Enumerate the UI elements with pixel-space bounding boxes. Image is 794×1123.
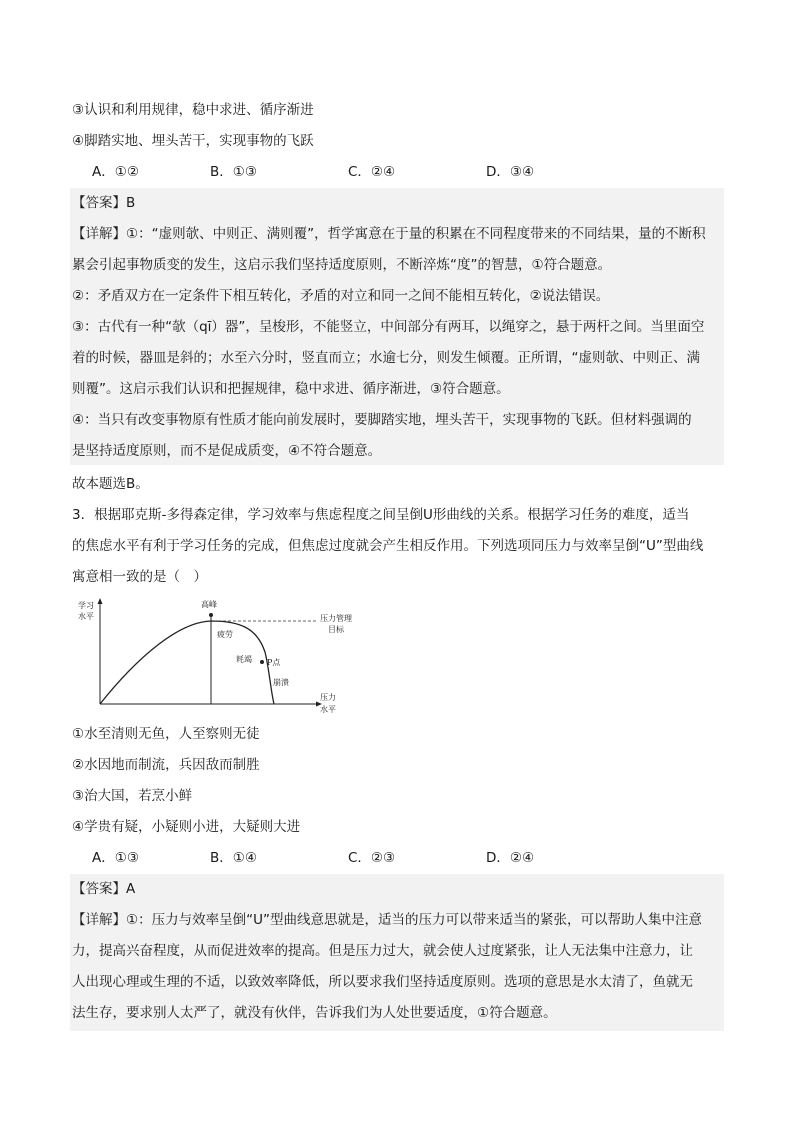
q2-detail-line: 是坚持适度原则，而不是促成质变，④不符合题意。: [72, 443, 382, 459]
q2-detail-line: 着的时候，器皿是斜的；水至六分时，竖直而立；水逾七分，则发生倾覆。正所谓，“虚则欹、中则正、满: [72, 350, 700, 366]
q3-option-c: C．②③: [348, 850, 396, 866]
q2-detail-line: ③：古代有一种“欹（qī）器”，呈梭形，不能竖立，中间部分有两耳，以绳穿之，悬于两杆之间。当里面空: [72, 319, 705, 335]
y-axis-arrow: [98, 598, 103, 604]
q3-stem-line: 的焦虑水平有利于学习任务的完成，但焦虑过度就会产生相反作用。下列选项同压力与效率呈倒“U”型曲线: [72, 538, 704, 554]
target-label-1: 压力管理: [320, 614, 352, 623]
q3-item-4: ④学贵有疑，小疑则小进，大疑则大进: [72, 819, 301, 835]
q2-option-b: B．①③: [210, 164, 257, 180]
q3-item-1: ①水至清则无鱼，人至察则无徒: [72, 726, 260, 742]
q3-options: [92, 848, 692, 868]
q2-option-d: D．③④: [486, 164, 535, 180]
q2-conclusion: 故本题选B。: [72, 476, 149, 492]
fatigue-label: 疲劳: [217, 630, 233, 639]
peak-label: 高峰: [201, 600, 217, 609]
q3-detail-line: 力，提高兴奋程度，从而促进效率的提高。但是压力过大，就会使人过度紧张，让人无法集中注意力，让: [72, 943, 693, 959]
q2-item-3: ③认识和利用规律，稳中求进、循序渐进: [72, 102, 314, 118]
q3-answer: 【答案】A: [72, 881, 136, 897]
x-label-1: 压力: [320, 693, 336, 702]
q3-option-d: D．②④: [486, 850, 535, 866]
peak-dot: [209, 613, 213, 617]
q3-option-b: B．①④: [210, 850, 257, 866]
q2-options: [92, 162, 692, 182]
q3-stem-line: 3．根据耶克斯-多得森定律，学习效率与焦虑程度之间呈倒U形曲线的关系。根据学习任务的难度，适当: [72, 507, 690, 523]
q2-detail-line: 则覆”。这启示我们认识和把握规律，稳中求进、循序渐进，③符合题意。: [72, 381, 510, 397]
q3-detail-line: 人出现心理或生理的不适，以致效率降低，所以要求我们坚持适度原则。选项的意思是水太清了，鱼就无: [72, 974, 693, 990]
q2-option-a: A．①②: [92, 164, 139, 180]
q3-option-a: A．①③: [92, 850, 139, 866]
q2-detail-line: 累会引起事物质变的发生，这启示我们坚持适度原则，不断淬炼“度”的智慧，①符合题意。: [72, 257, 612, 273]
exhaust-label: 耗竭: [236, 655, 252, 664]
q3-item-3: ③治大国，若烹小鲜: [72, 788, 193, 804]
p-point-dot: [260, 660, 264, 664]
q3-detail-line: 【详解】①：压力与效率呈倒“U”型曲线意思就是，适当的压力可以带来适当的紧张，可以帮助人集中注意: [72, 912, 702, 928]
y-label-1: 学习: [78, 601, 94, 610]
q2-option-c: C．②④: [348, 164, 396, 180]
q2-detail-line: ④：当只有改变事物原有性质才能向前发展时，要脚踏实地，埋头苦干，实现事物的飞跃。但材料强调的: [72, 412, 692, 428]
y-label-2: 水平: [78, 612, 94, 621]
q3-item-2: ②水因地而制流，兵因敌而制胜: [72, 757, 260, 773]
q2-answer: 【答案】B: [72, 195, 136, 211]
q2-detail-line: 【详解】①：“虚则欹、中则正、满则覆”，哲学寓意在于量的积累在不同程度带来的不同结果，量的不断积: [72, 226, 706, 242]
p-point-label: P点: [267, 658, 281, 667]
q3-stem-line: 寓意相一致的是（ ）: [72, 569, 207, 585]
stress-performance-figure: [70, 592, 370, 720]
target-label-2: 目标: [328, 625, 344, 634]
x-label-2: 水平: [320, 705, 336, 714]
collapse-label: 崩溃: [273, 678, 289, 687]
q2-detail-line: ②：矛盾双方在一定条件下相互转化，矛盾的对立和同一之间不能相互转化，②说法错误。: [72, 288, 610, 304]
q3-detail-line: 法生存，要求别人太严了，就没有伙伴，告诉我们为人处世要适度，①符合题意。: [72, 1005, 557, 1021]
q2-item-4: ④脚踏实地、埋头苦干，实现事物的飞跃: [72, 133, 314, 149]
